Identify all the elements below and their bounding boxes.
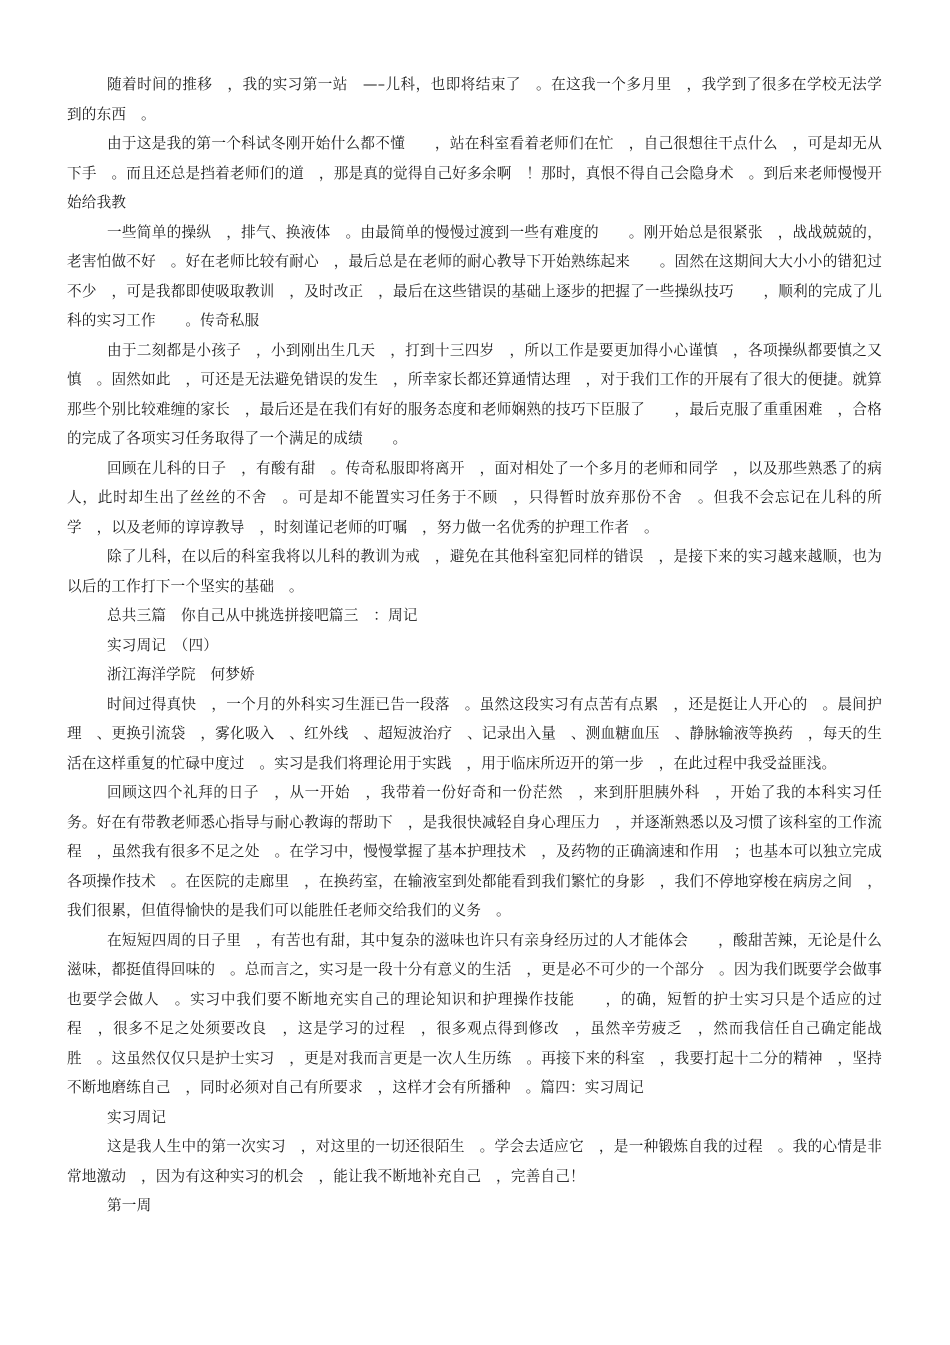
paragraph-lessons: 除了儿科，在以后的科室我将以儿科的教训为戒 ，避免在其他科室犯同样的错误 ，是接下来的实习越来越顺，也为以后的工作打下一个坚实的基础 。 <box>67 548 882 595</box>
section-heading-weekly-journal-4: 实习周记 （四） <box>107 636 219 654</box>
paragraph-simple-operations: 一些简单的操纵 ，排气、换液体 。由最简单的慢慢过渡到一些有难度的 。刚开始总是很紧张 ，战战兢兢的，老害怕做不好 。好在老师比较有耐心 ，最后总是在老师的耐心教导下开始熟练起来 。固然在这期间大大小小的错犯过不少 ，可是我都即使吸取教训 ，及时改正 ，最后在这些错误的基础上逐步的把握了一些操纵技巧 ，顺利的完成了儿科的实习工作 。传奇私服 <box>67 223 882 329</box>
section-heading-week-one: 第一周 <box>107 1197 152 1214</box>
author-line: 浙江海洋学院 何梦娇 <box>107 666 255 683</box>
document-page <box>67 70 882 1221</box>
paragraph-four-weeks-review: 回顾这四个礼拜的日子 ，从一开始 ，我带着一份好奇和一份茫然 ，来到肝胆胰外科 ，开始了我的本科实习任务。好在有带教老师悉心指导与耐心教诲的帮助下 ，是我很快减轻自身心理压力 ，并逐渐熟悉以及习惯了该科室的工作流程 ，虽然我有很多不足之处 。在学习中，慢慢掌握了基本护理技术 ，及药物的正确滴速和作用 ；也基本可以独立完成各项操作技术 。在医院的走廊里 ，在换药室，在输液室到处都能看到我们繁忙的身影 ，我们不停地穿梭在病房之间 ，我们很累，但值得愉快的是我们可以能胜任老师交给我们的义务 。 <box>67 784 882 919</box>
paragraph-first-rotation: 由于这是我的第一个科试冬刚开始什么都不懂 ，站在科室看着老师们在忙 ，自己很想往干点什么 ，可是却无从下手 。而且还总是挡着老师们的道 ，那是真的觉得自己好多余啊 ！那时，真恨不得自己会隐身术 。到后来老师慢慢开始给我教 <box>67 135 882 211</box>
paragraph-pediatrics-intro: 随着时间的推移 ，我的实习第一站 —–儿科，也即将结束了 。在这我一个多月里 ，我学到了很多在学校无法学到的东西 。 <box>67 76 882 123</box>
paragraph-review-pediatrics: 回顾在儿科的日子 ，有酸有甜 。传奇私服即将离开 ，面对相处了一个多月的老师和同学 ，以及那些熟悉了的病人，此时却生出了丝丝的不舍 。可是却不能置实习任务于不顾 ，只得暂时放弃那份不舍 。但我不会忘记在儿科的所学 ，以及老师的谆谆教导 ，时刻谨记老师的叮嘱 ，努力做一名优秀的护理工作者 。 <box>67 459 882 536</box>
paragraph-first-internship: 这是我人生中的第一次实习 ，对这里的一切还很陌生 。学会去适应它 ，是一种锻炼自我的过程 。我的心情是非常地激动 ，因为有这种实习的机会 ，能让我不断地补充自己 ，完善自己！ <box>67 1138 882 1185</box>
paragraph-children-patients: 由于二刻都是小孩子 ，小到刚出生几天 ，打到十三四岁 ，所以工作是要更加得小心谨慎 ，各项操纵都要慎之又慎 。固然如此 ，可还是无法避免错误的发生 ，所幸家长都还算通情达理 ，对于我们工作的开展有了很大的便捷。就算那些个别比较难缠的家长 ，最后还是在我们有好的服务态度和老师娴熟的技巧下臣服了 ，最后克服了重重困难 ，合格的完成了各项实习任务取得了一个满足的成绩 。 <box>67 341 882 447</box>
section-heading-internship-journal: 实习周记 <box>107 1108 167 1126</box>
paragraph-reflection: 在短短四周的日子里 ，有苦也有甜，其中复杂的滋味也许只有亲身经历过的人才能体会 ，酸甜苦辣，无论是什么滋味，都挺值得回味的 。总而言之，实习是一段十分有意义的生活 ，更是必不可少的一个部分 。因为我们既要学会做事也要学会做人 。实习中我们要不断地充实自己的理论知识和护理操作技能 ，的确，短暂的护士实习只是个适应的过程 ，很多不足之处须要改良 ，这是学习的过程 ，很多观点得到修改 ，虽然辛劳疲乏 ，然而我信任自己确定能战胜 。这虽然仅仅只是护士实习 ，更是对我而言更是一次人生历练 。再接下来的科室 ，我要打起十二分的精神 ，坚持不断地磨练自己 ，同时必须对自己有所要求 ，这样才会有所播种 。篇四：实习周记 <box>67 931 882 1096</box>
paragraph-surgery-internship: 时间过得真快 ，一个月的外科实习生涯已告一段落 。虽然这段实习有点苦有点累 ，还是挺让人开心的 。晨间护理 、更换引流袋 ，雾化吸入 、红外线 、超短波治疗 、记录出入量 、测血糖血压 、静脉输液等换药 ，每天的生活在这样重复的忙碌中度过 。实习是我们将理论用于实践 ，用于临床所迈开的第一步 ，在此过程中我受益匪浅。 <box>67 695 882 772</box>
section-note: 总共三篇 你自己从中挑选拼接吧篇三 ：周记 <box>107 607 418 624</box>
